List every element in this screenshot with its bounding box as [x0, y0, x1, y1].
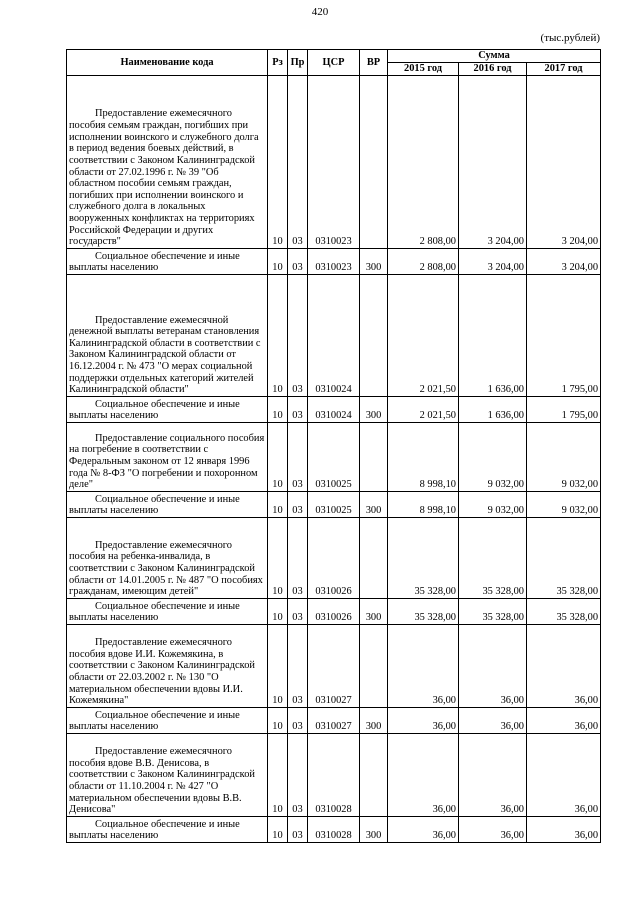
cell-2015: 2 021,50 [388, 275, 459, 397]
cell-2017: 9 032,00 [527, 423, 601, 492]
cell-2015: 2 021,50 [388, 397, 459, 423]
cell-2015: 36,00 [388, 708, 459, 734]
cell-pr: 03 [288, 817, 308, 843]
cell-rz: 10 [268, 734, 288, 817]
row-name-text: Социальное обеспечение и иные выплаты населению [69, 600, 240, 624]
table-row [67, 275, 601, 397]
cell-2017: 36,00 [527, 817, 601, 843]
cell-2016: 1 636,00 [459, 275, 527, 397]
row-name-text: Предоставление ежемесячного пособия на ребенка-инвалида, в соответствии с Законом Калининградской области от 14.01.2005 г. № 487 "О пособиях гражданам, имеющим детей" [69, 539, 263, 598]
cell-2017: 35 328,00 [527, 518, 601, 599]
header-rz: Рз [268, 50, 288, 76]
cell-2015: 36,00 [388, 734, 459, 817]
table-row [67, 625, 601, 708]
cell-2016: 1 636,00 [459, 397, 527, 423]
cell-csr: 0310023 [308, 249, 360, 275]
cell-name [67, 625, 268, 708]
cell-2016: 36,00 [459, 708, 527, 734]
cell-2016: 36,00 [459, 817, 527, 843]
row-name-text: Предоставление ежемесячного пособия семьям граждан, погибших при исполнении воинского и служебного долга в период ведения боевых действий, в соответствии с Законом Калининградской области от 27.02.1996 г. № 39 "Об областном пособии семьям граждан, погибших при исполнении воинского и служебного долга в локальных вооруженных конфликтах на территориях Российской Федерации и других государств" [69, 108, 259, 248]
table-row [67, 708, 601, 734]
row-name-text: Предоставление ежемесячного пособия вдове В.В. Денисова, в соответствии с Законом Калининградской области от 11.10.2004 г. № 427 "О материальном обеспечении вдовы В.В. Денисова" [69, 746, 255, 816]
cell-name [67, 599, 268, 625]
cell-rz: 10 [268, 76, 288, 249]
cell-2016: 35 328,00 [459, 599, 527, 625]
cell-name [67, 397, 268, 423]
table-row [67, 423, 601, 492]
cell-2015: 2 808,00 [388, 76, 459, 249]
cell-vr [360, 423, 388, 492]
table-row [67, 734, 601, 817]
row-name-text: Социальное обеспечение и иные выплаты населению [69, 398, 240, 422]
cell-2016: 35 328,00 [459, 518, 527, 599]
cell-vr [360, 76, 388, 249]
cell-rz: 10 [268, 625, 288, 708]
cell-csr: 0310027 [308, 708, 360, 734]
table-row [67, 397, 601, 423]
cell-vr: 300 [360, 249, 388, 275]
cell-name [67, 492, 268, 518]
cell-rz: 10 [268, 518, 288, 599]
cell-pr: 03 [288, 249, 308, 275]
cell-name [67, 734, 268, 817]
row-name-text: Социальное обеспечение и иные выплаты населению [69, 818, 240, 842]
cell-pr: 03 [288, 397, 308, 423]
cell-rz: 10 [268, 275, 288, 397]
cell-pr: 03 [288, 625, 308, 708]
cell-csr: 0310024 [308, 397, 360, 423]
cell-csr: 0310025 [308, 492, 360, 518]
cell-vr: 300 [360, 817, 388, 843]
cell-pr: 03 [288, 518, 308, 599]
row-name-text: Предоставление социального пособия на погребение в соответствии с Федеральным законом от 12 января 1996 года № 8-ФЗ "О погребении и похоронном деле" [69, 432, 265, 491]
cell-name [67, 708, 268, 734]
table-row [67, 518, 601, 599]
cell-csr: 0310026 [308, 599, 360, 625]
cell-name [67, 423, 268, 492]
cell-rz: 10 [268, 249, 288, 275]
cell-rz: 10 [268, 708, 288, 734]
header-pr: Пр [288, 50, 308, 76]
cell-name [67, 518, 268, 599]
cell-2015: 36,00 [388, 817, 459, 843]
cell-2017: 1 795,00 [527, 397, 601, 423]
table-row [67, 249, 601, 275]
table-header [67, 50, 601, 76]
cell-2016: 36,00 [459, 625, 527, 708]
cell-csr: 0310028 [308, 734, 360, 817]
cell-2017: 3 204,00 [527, 249, 601, 275]
cell-2017: 9 032,00 [527, 492, 601, 518]
row-name-text: Предоставление ежемесячной денежной выплаты ветеранам становления Калининградской области в соответствии с Законом Калининградской области от 16.12.2004 г. № 473 "О мерах социальной поддержки отдельных категорий жителей Калининградской области" [69, 314, 261, 396]
cell-2015: 2 808,00 [388, 249, 459, 275]
table-body [67, 76, 601, 843]
header-sum: Сумма [388, 50, 601, 63]
cell-2017: 1 795,00 [527, 275, 601, 397]
cell-rz: 10 [268, 817, 288, 843]
cell-vr: 300 [360, 599, 388, 625]
cell-pr: 03 [288, 275, 308, 397]
row-name-text: Социальное обеспечение и иные выплаты населению [69, 250, 240, 274]
cell-vr: 300 [360, 397, 388, 423]
cell-2015: 8 998,10 [388, 492, 459, 518]
page-number: 420 [311, 6, 329, 18]
cell-pr: 03 [288, 708, 308, 734]
cell-pr: 03 [288, 492, 308, 518]
cell-pr: 03 [288, 734, 308, 817]
cell-2015: 35 328,00 [388, 599, 459, 625]
row-name-text: Предоставление ежемесячного пособия вдове И.И. Кожемякина, в соответствии с Законом Калининградской области от 22.03.2002 г. № 130 "О материальном обеспечении вдовы И.И. Кожемякина" [69, 637, 255, 707]
cell-vr [360, 625, 388, 708]
cell-2015: 36,00 [388, 625, 459, 708]
header-2017: 2017 год [527, 63, 601, 76]
cell-2016: 9 032,00 [459, 492, 527, 518]
unit-label: (тыс.рублей) [540, 32, 600, 44]
header-2015: 2015 год [388, 63, 459, 76]
header-csr: ЦСР [308, 50, 360, 76]
cell-rz: 10 [268, 423, 288, 492]
cell-2017: 36,00 [527, 708, 601, 734]
cell-csr: 0310028 [308, 817, 360, 843]
cell-name [67, 76, 268, 249]
cell-2017: 36,00 [527, 734, 601, 817]
cell-2016: 3 204,00 [459, 76, 527, 249]
cell-csr: 0310025 [308, 423, 360, 492]
cell-vr [360, 734, 388, 817]
cell-vr [360, 275, 388, 397]
cell-vr: 300 [360, 708, 388, 734]
cell-2016: 9 032,00 [459, 423, 527, 492]
cell-name [67, 275, 268, 397]
row-name-text: Социальное обеспечение и иные выплаты населению [69, 709, 240, 733]
budget-table [66, 49, 601, 843]
cell-2017: 36,00 [527, 625, 601, 708]
cell-rz: 10 [268, 492, 288, 518]
table-row [67, 817, 601, 843]
cell-name [67, 817, 268, 843]
cell-2017: 3 204,00 [527, 76, 601, 249]
cell-2015: 35 328,00 [388, 518, 459, 599]
cell-pr: 03 [288, 599, 308, 625]
header-name: Наименование кода [67, 50, 268, 76]
row-name-text: Социальное обеспечение и иные выплаты населению [69, 493, 240, 517]
cell-2016: 36,00 [459, 734, 527, 817]
cell-csr: 0310023 [308, 76, 360, 249]
cell-vr: 300 [360, 492, 388, 518]
cell-rz: 10 [268, 397, 288, 423]
header-vr: ВР [360, 50, 388, 76]
table-row [67, 599, 601, 625]
cell-2016: 3 204,00 [459, 249, 527, 275]
cell-pr: 03 [288, 423, 308, 492]
table-row [67, 492, 601, 518]
cell-csr: 0310024 [308, 275, 360, 397]
cell-vr [360, 518, 388, 599]
header-2016: 2016 год [459, 63, 527, 76]
cell-pr: 03 [288, 76, 308, 249]
table-row [67, 76, 601, 249]
cell-name [67, 249, 268, 275]
cell-csr: 0310026 [308, 518, 360, 599]
cell-2015: 8 998,10 [388, 423, 459, 492]
cell-rz: 10 [268, 599, 288, 625]
cell-2017: 35 328,00 [527, 599, 601, 625]
cell-csr: 0310027 [308, 625, 360, 708]
